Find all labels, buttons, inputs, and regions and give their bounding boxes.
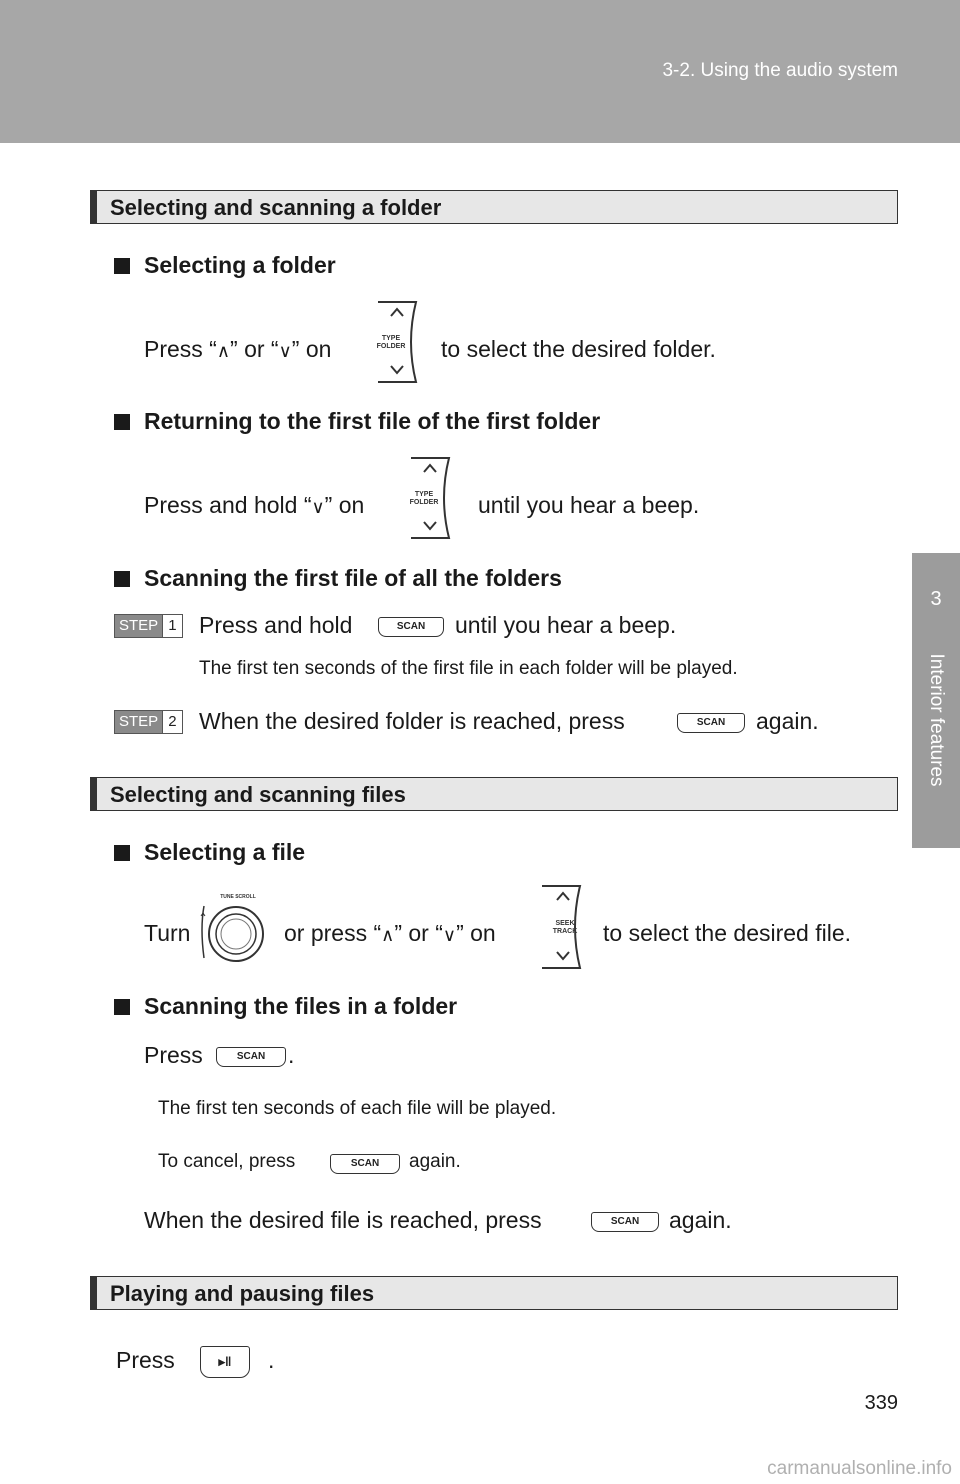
step-text: again. xyxy=(756,708,819,734)
scan-button-icon: SCAN xyxy=(330,1154,400,1174)
instruction-line-rest: to select the desired file. xyxy=(603,920,852,946)
section-header xyxy=(90,190,898,224)
scan-button-icon: SCAN xyxy=(591,1212,659,1232)
section-header xyxy=(90,1276,898,1310)
step-text: until you hear a beep. xyxy=(455,612,677,638)
bullet-square-icon xyxy=(114,999,130,1015)
subheading: Selecting a file xyxy=(114,839,305,866)
instruction-line: Press xyxy=(116,1347,175,1373)
section-header xyxy=(90,777,898,811)
step-badge: STEP 2 xyxy=(114,710,183,732)
scan-button-icon: SCAN xyxy=(677,713,745,733)
header-title: 3-2. Using the audio system xyxy=(662,60,898,81)
step-text: When the desired folder is reached, press xyxy=(199,708,625,734)
track-label: TRACK xyxy=(552,928,578,935)
chapter-number: 3 xyxy=(930,588,942,610)
note-line: To cancel, press xyxy=(158,1151,296,1172)
section-title: Selecting and scanning a folder xyxy=(110,195,442,220)
tune-scroll-knob-icon xyxy=(198,886,268,970)
note-line: again. xyxy=(409,1151,461,1172)
section-title: Playing and pausing files xyxy=(110,1281,375,1306)
instruction-line: Press xyxy=(144,1042,203,1068)
instruction-line-rest: to select the desired folder. xyxy=(441,336,716,362)
seek-label: SEEK xyxy=(555,920,575,927)
bullet-square-icon xyxy=(114,845,130,861)
play-pause-button-icon: ▸‖ xyxy=(200,1346,250,1378)
page-header xyxy=(0,0,960,143)
note-line: The first ten seconds of each file will be played. xyxy=(158,1098,557,1119)
subheading: Scanning the files in a folder xyxy=(114,993,457,1020)
type-label: TYPE xyxy=(381,335,401,342)
step-text: Press and hold xyxy=(199,612,353,638)
type-label: TYPE xyxy=(414,491,434,498)
step-badge: STEP 1 xyxy=(114,614,183,636)
page-number: 339 xyxy=(864,1392,898,1414)
instruction-line: Turn xyxy=(144,920,191,946)
subheading: Selecting a folder xyxy=(114,252,336,279)
instruction-line: Press and hold “∨” on xyxy=(144,492,365,518)
folder-label: FOLDER xyxy=(376,343,406,350)
bullet-square-icon xyxy=(114,414,130,430)
scan-button-icon: SCAN xyxy=(216,1047,286,1067)
type-folder-rocker-icon xyxy=(403,456,455,540)
subheading: Returning to the first file of the first folder xyxy=(114,408,600,435)
chapter-label: Interior features xyxy=(926,653,947,787)
instruction-line-rest: until you hear a beep. xyxy=(478,492,700,518)
seek-track-rocker-icon xyxy=(534,884,586,970)
bullet-square-icon xyxy=(114,258,130,274)
type-folder-rocker-icon xyxy=(370,300,422,384)
bullet-square-icon xyxy=(114,571,130,587)
step-note: The first ten seconds of the first file in each folder will be played. xyxy=(199,658,738,679)
svg-text:TUNE SCROLL: TUNE SCROLL xyxy=(220,894,256,900)
instruction-line: When the desired file is reached, press xyxy=(144,1207,542,1233)
instruction-line: Press “∧” or “∨” on xyxy=(144,336,332,362)
instruction-line: again. xyxy=(669,1207,732,1233)
folder-label: FOLDER xyxy=(409,499,439,506)
watermark: carmanualsonline.info xyxy=(767,1458,952,1479)
scan-button-icon: SCAN xyxy=(378,617,444,637)
section-title: Selecting and scanning files xyxy=(110,782,406,807)
subheading: Scanning the first file of all the folders xyxy=(114,565,562,592)
instruction-line: or press “∧” or “∨” on xyxy=(284,920,496,946)
period: . xyxy=(288,1042,295,1068)
period: . xyxy=(268,1347,275,1373)
